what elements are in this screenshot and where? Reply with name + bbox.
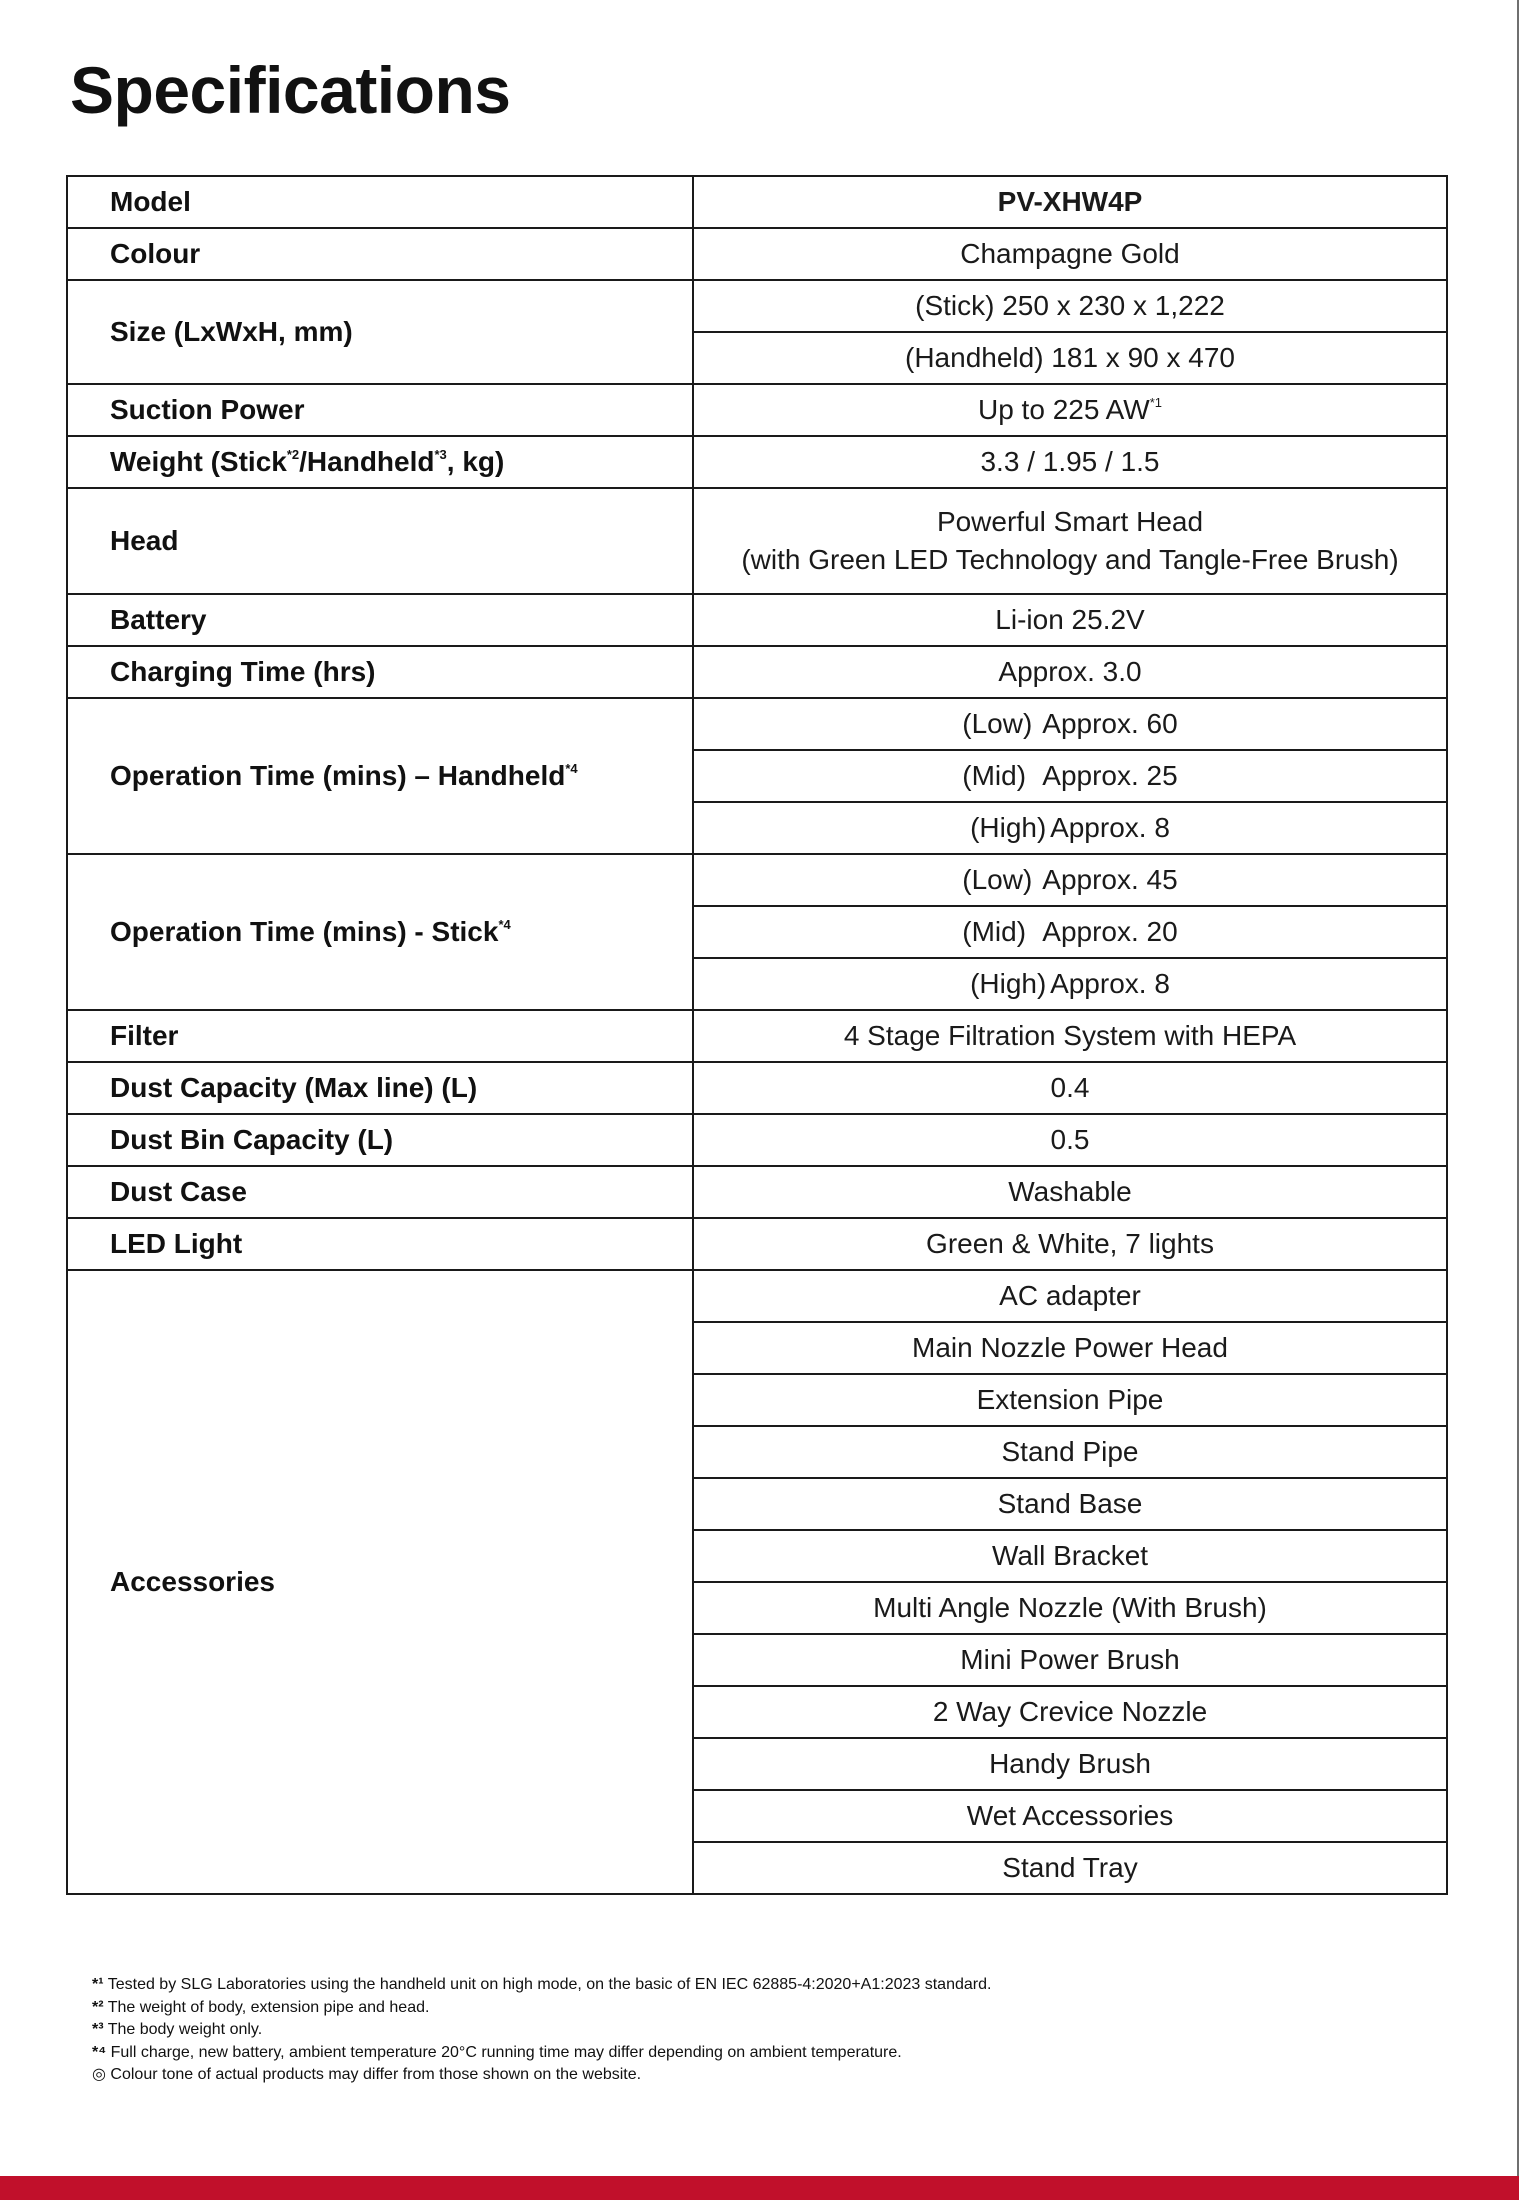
model-label: Model	[67, 176, 693, 228]
op-handheld-label: Operation Time (mins) – Handheld$^{*4}$	[67, 698, 693, 854]
footnote-1: *¹ Tested by SLG Laboratories using the handheld unit on high mode, on the basic of EN IEC 62885-4:2020+A1:2023 standard.	[92, 1976, 992, 1993]
suction-value-cell	[693, 384, 1447, 436]
head-value: Powerful Smart Head (with Green LED Technology and Tangle-Free Brush)	[693, 488, 1447, 594]
footnotes	[92, 1974, 1392, 2087]
dust-case-label: Dust Case	[67, 1166, 693, 1218]
footnote-colour-tone: ◎ Colour tone of actual products may differ from those shown on the website.	[92, 2066, 642, 2083]
table-row-filter	[67, 1010, 1447, 1062]
led-value: Green & White, 7 lights	[693, 1218, 1447, 1270]
table-row-battery	[67, 594, 1447, 646]
accessories-label: Accessories	[67, 1270, 693, 1894]
charging-value: Approx. 3.0	[693, 646, 1447, 698]
op-stick-low: (Low) Approx. 45	[693, 854, 1447, 906]
table-row-led	[67, 1218, 1447, 1270]
table-row-op-stick-low	[67, 854, 1447, 906]
footnote-2: *² The weight of body, extension pipe and head.	[92, 1998, 430, 2016]
suction-label: Suction Power	[67, 384, 693, 436]
op-handheld-mid: (Mid) Approx. 25	[693, 750, 1447, 802]
table-row-accessory	[67, 1270, 1447, 1322]
footnote-ref-3: *3	[434, 447, 447, 462]
accessory-item: Multi Angle Nozzle (With Brush)	[693, 1582, 1447, 1634]
table-row-dust-case	[67, 1166, 1447, 1218]
size-value-stick: (Stick) 250 x 230 x 1,222	[693, 280, 1447, 332]
dust-bin-label: Dust Bin Capacity (L)	[67, 1114, 693, 1166]
accessory-item: Wet Accessories	[693, 1790, 1447, 1842]
op-handheld-high: (High) Approx. 8	[693, 802, 1447, 854]
colour-label: Colour	[67, 228, 693, 280]
footnote-4: *⁴ Full charge, new battery, ambient temperature 20°C running time may differ depending on ambient temperature.	[92, 2043, 902, 2061]
filter-value: 4 Stage Filtration System with HEPA	[693, 1010, 1447, 1062]
table-row-dust-capacity	[67, 1062, 1447, 1114]
size-value-handheld: (Handheld) 181 x 90 x 470	[693, 332, 1447, 384]
table-row-head	[67, 488, 1447, 594]
accessory-item: Handy Brush	[693, 1738, 1447, 1790]
op-stick-mid: (Mid) Approx. 20	[693, 906, 1447, 958]
page-title: Specifications	[70, 53, 511, 127]
weight-value: 3.3 / 1.95 / 1.5	[693, 436, 1447, 488]
size-label: Size (LxWxH, mm)	[67, 280, 693, 384]
battery-value: Li-ion 25.2V	[693, 594, 1447, 646]
led-label: LED Light	[67, 1218, 693, 1270]
dust-bin-value: 0.5	[693, 1114, 1447, 1166]
weight-label: Weight (Stick$^{*2}$/Handheld$^{*3}$, kg)	[67, 436, 693, 488]
table-row-colour	[67, 228, 1447, 280]
accessory-item: AC adapter	[693, 1270, 1447, 1322]
table-row-size	[67, 280, 1447, 332]
op-stick-high: (High) Approx. 8	[693, 958, 1447, 1010]
filter-label: Filter	[67, 1010, 693, 1062]
table-row-op-handheld-low	[67, 698, 1447, 750]
model-value: PV-XHW4P	[693, 176, 1447, 228]
op-handheld-low: (Low) Approx. 60	[693, 698, 1447, 750]
table-row-dust-bin	[67, 1114, 1447, 1166]
accessory-item: Wall Bracket	[693, 1530, 1447, 1582]
colour-value: Champagne Gold	[693, 228, 1447, 280]
accessory-item: Stand Base	[693, 1478, 1447, 1530]
footnote-ref-4b: *4	[498, 917, 511, 932]
table-row-model	[67, 176, 1447, 228]
footnote-ref-2: *2	[286, 447, 300, 462]
suction-value: Up to 225 AW	[977, 394, 1150, 425]
accessory-item: Stand Tray	[693, 1842, 1447, 1894]
footnote-ref-1: *1	[1149, 395, 1162, 410]
accessory-item: 2 Way Crevice Nozzle	[693, 1686, 1447, 1738]
brand-bottom-bar	[0, 2176, 1519, 2200]
head-label: Head	[67, 488, 693, 594]
table-row-weight	[67, 436, 1447, 488]
table-row-suction	[67, 384, 1447, 436]
table-row-charging	[67, 646, 1447, 698]
accessory-item: Extension Pipe	[693, 1374, 1447, 1426]
footnote-ref-4: *4	[565, 761, 578, 776]
op-stick-label: Operation Time (mins) - Stick$^{*4}$	[67, 854, 693, 1010]
footnote-3: *³ The body weight only.	[92, 2021, 263, 2038]
specifications-table	[66, 175, 1448, 1895]
dust-capacity-value: 0.4	[693, 1062, 1447, 1114]
dust-capacity-label: Dust Capacity (Max line) (L)	[67, 1062, 693, 1114]
accessory-item: Main Nozzle Power Head	[693, 1322, 1447, 1374]
charging-label: Charging Time (hrs)	[67, 646, 693, 698]
battery-label: Battery	[67, 594, 693, 646]
accessory-item: Stand Pipe	[693, 1426, 1447, 1478]
accessory-item: Mini Power Brush	[693, 1634, 1447, 1686]
dust-case-value: Washable	[693, 1166, 1447, 1218]
